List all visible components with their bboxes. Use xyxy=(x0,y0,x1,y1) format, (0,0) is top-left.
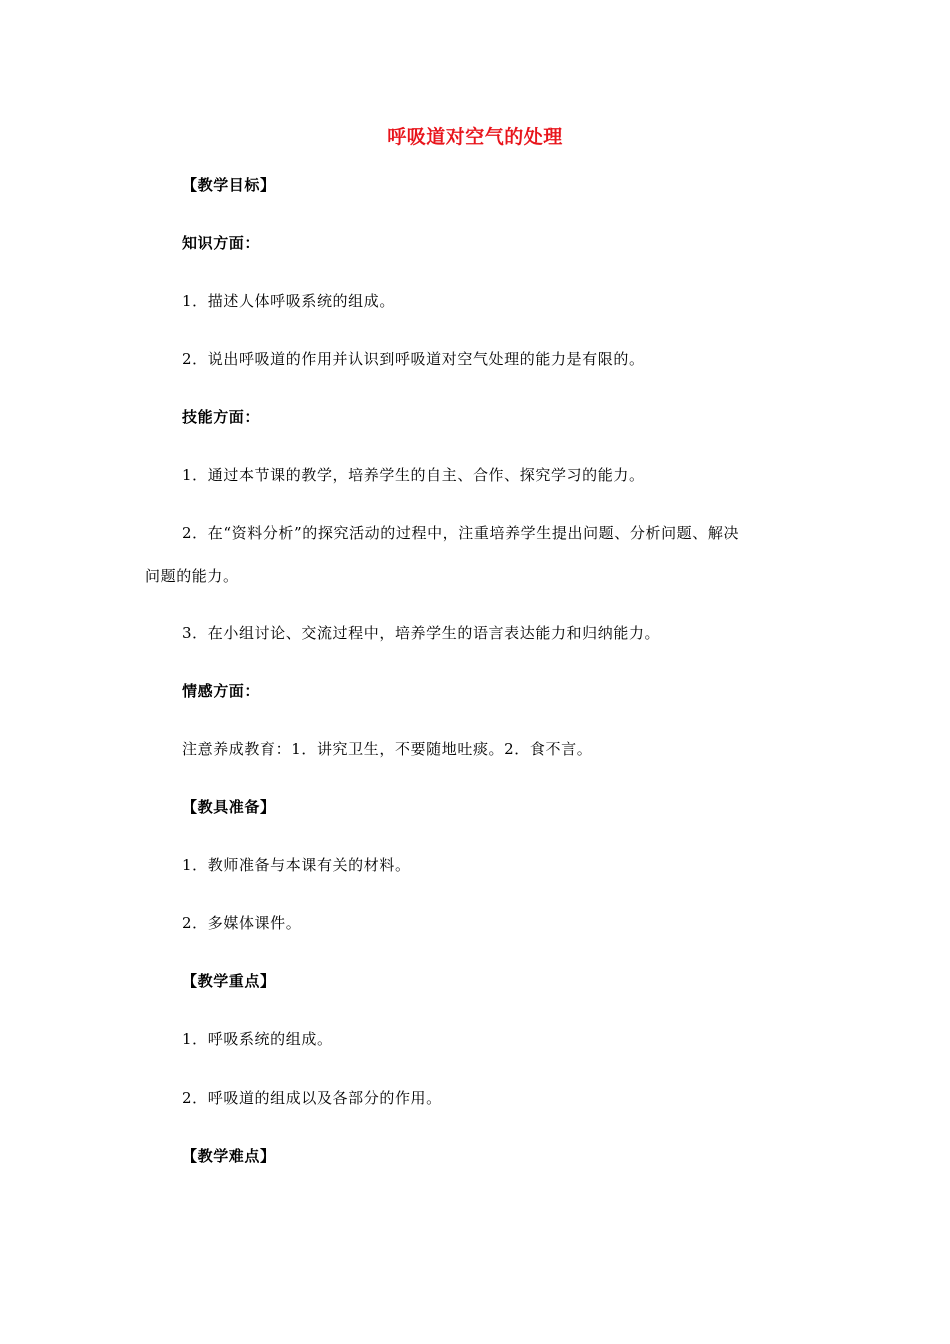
paragraph: 3．在小组讨论、交流过程中，培养学生的语言表达能力和归纳能力。 xyxy=(182,624,661,642)
section-heading-key-points: 【教学重点】 xyxy=(182,972,276,990)
paragraph: 1．通过本节课的教学，培养学生的自主、合作、探究学习的能力。 xyxy=(182,466,645,484)
paragraph: 1．教师准备与本课有关的材料。 xyxy=(182,856,411,874)
section-heading-teaching-aids: 【教具准备】 xyxy=(182,798,276,816)
paragraph: 2．呼吸道的组成以及各部分的作用。 xyxy=(182,1089,442,1107)
subheading-emotion: 情感方面： xyxy=(182,682,261,700)
paragraph: 1．描述人体呼吸系统的组成。 xyxy=(182,292,395,310)
section-heading-difficulties: 【教学难点】 xyxy=(182,1147,276,1165)
paragraph: 注意养成教育：1．讲究卫生，不要随地吐痰。2．食不言。 xyxy=(182,740,593,758)
paragraph: 2．在“资料分析”的探究活动的过程中，注重培养学生提出问题、分析问题、解决 xyxy=(182,524,740,542)
paragraph: 2．多媒体课件。 xyxy=(182,914,302,932)
paragraph-continued: 问题的能力。 xyxy=(145,567,239,585)
section-heading-teaching-goals: 【教学目标】 xyxy=(182,176,276,194)
document-title: 呼吸道对空气的处理 xyxy=(387,126,563,148)
subheading-knowledge: 知识方面： xyxy=(182,234,261,252)
subheading-skills: 技能方面： xyxy=(182,408,261,426)
paragraph: 2．说出呼吸道的作用并认识到呼吸道对空气处理的能力是有限的。 xyxy=(182,350,645,368)
paragraph: 1．呼吸系统的组成。 xyxy=(182,1030,333,1048)
